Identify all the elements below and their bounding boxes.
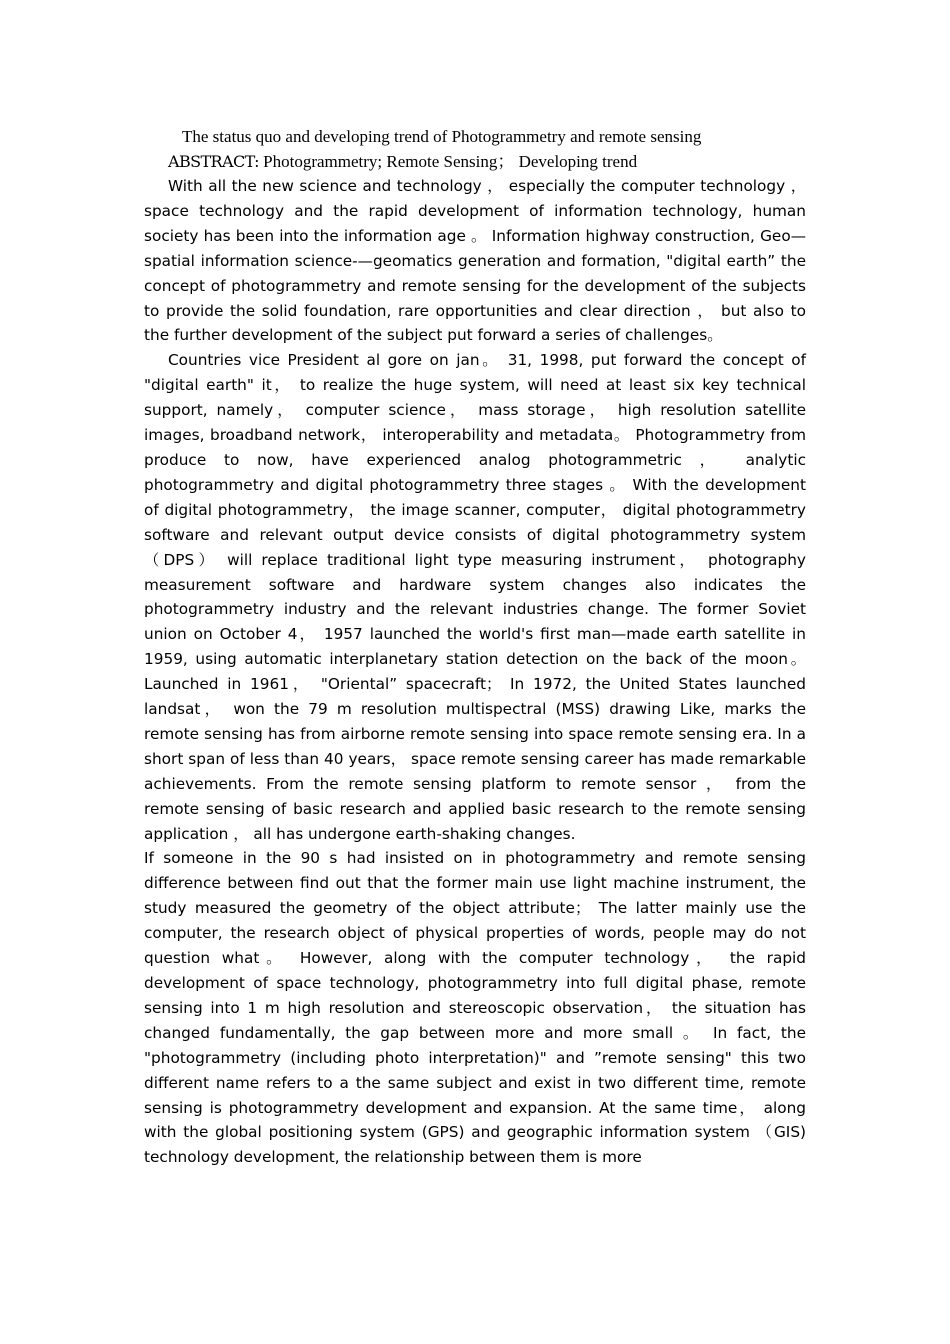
- document-title: The status quo and developing trend of Photogrammetry and remote sensing: [182, 127, 702, 146]
- body-paragraph-2: Countries vice President al gore on jan。 31, 1998, put forward the concept of "digital earth" it， to realize the huge system, will need at least six key technical support, namely， computer science， mass storage， high resolution satellite images, broadband network， interoperability and metadata。 Photogrammetry from produce to now, have experienced analog photogrammetric ， analytic photogrammetry and digital photogrammetry three stages 。 With the development of digital photogrammetry， the image scanner, computer， digital photogrammetry software and relevant output device consists of digital photogrammetry system （DPS） will replace traditional light type measuring instrument， photography measurement software and hardware system changes also indicates the photogrammetry industry and the relevant industries change. The former Soviet union on October 4， 1957 launched the world's first man—made earth satellite in 1959, using automatic interplanetary station detection on the back of the moon。 Launched in 1961， "Oriental” spacecraft； In 1972, the United States launched landsat， won the 79 m resolution multispectral (MSS) drawing Like, marks the remote sensing has from airborne remote sensing into space remote sensing era. In a short span of less than 40 years， space remote sensing career has made remarkable achievements. From the remote sensing platform to remote sensor ， from the remote sensing of basic research and applied basic research to the remote sensing application ， all has undergone earth-shaking changes.: [144, 351, 806, 843]
- abstract-keywords: Photogrammetry; Remote Sensing； Developing trend: [258, 152, 638, 171]
- body-paragraph-3: If someone in the 90 s had insisted on in photogrammetry and remote sensing difference between find out that the former main use light machine instrument, the study measured the geometry of the object attribute； The latter mainly use the computer, the research object of physical properties of words, people may do not question what。 However, along with the computer technology， the rapid development of space technology, photogrammetry into full digital phase, remote sensing into 1 m high resolution and stereoscopic observation， the situation has changed fundamentally, the gap between more and more small 。 In fact, the "photogrammetry (including photo interpretation)" and ”remote sensing" this two different name refers to a the same subject and exist in two different time, remote sensing is photogrammetry development and expansion. At the same time， along with the global positioning system (GPS) and geographic information system （GIS) technology development, the relationship between them is more: [144, 849, 806, 1167]
- body-paragraph-1: With all the new science and technology ， especially the computer technology ， space technology and the rapid development of information technology, human society has been into the information age 。 Information highway construction, Geo—spatial information science-—geomatics generation and formation, "digital earth” the concept of photogrammetry and remote sensing for the development of the subjects to provide the solid foundation, rare opportunities and clear direction ， but also to the further development of the subject put forward a series of challenges。: [144, 177, 806, 345]
- document-content: [144, 124, 806, 1170]
- abstract-label: ABSTRACT:: [168, 152, 259, 171]
- abstract-line: [168, 149, 806, 174]
